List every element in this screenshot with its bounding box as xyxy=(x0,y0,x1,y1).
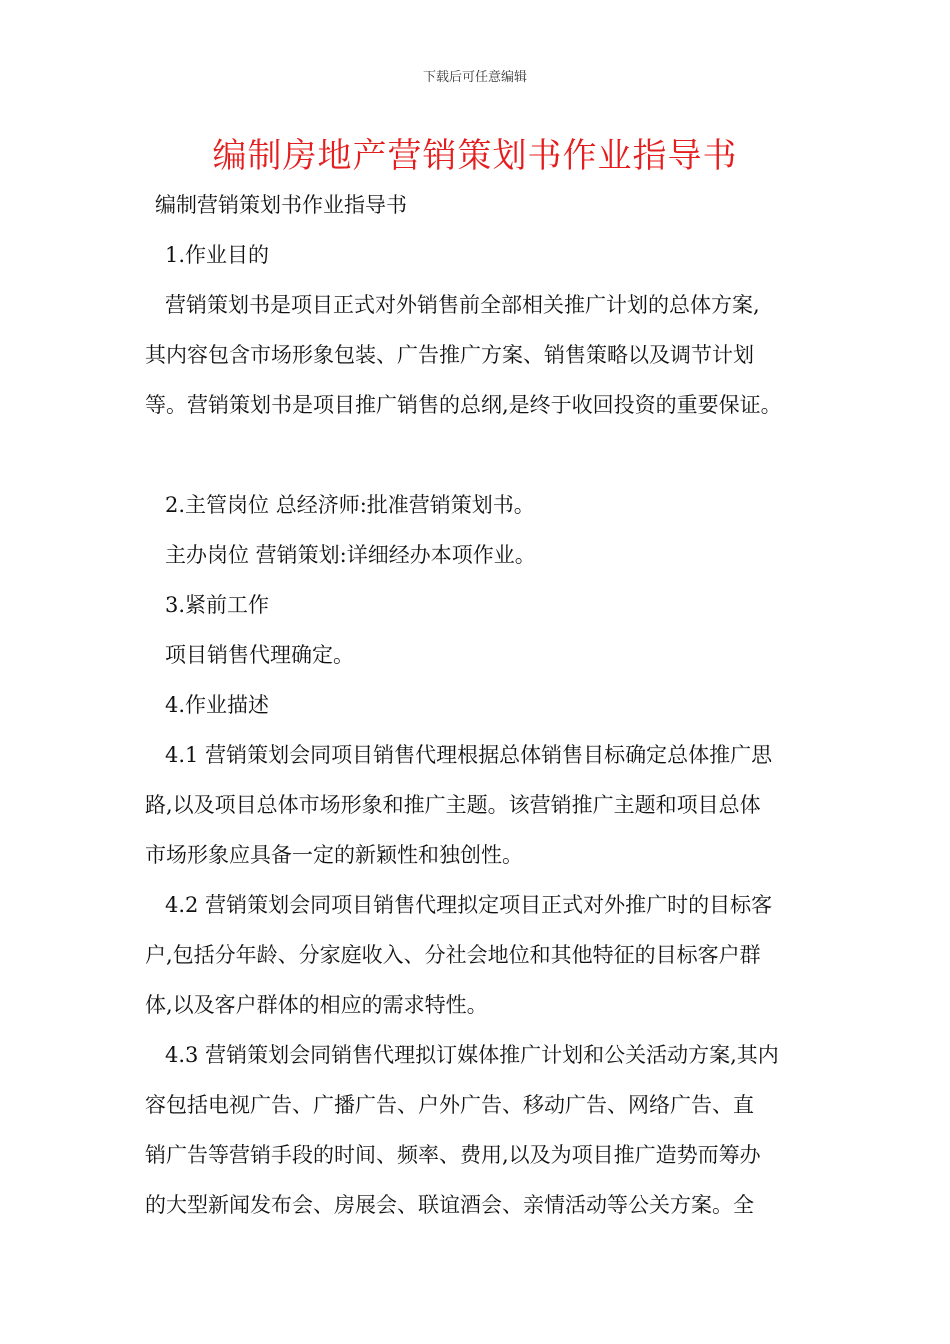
blank-line xyxy=(145,430,815,480)
section-1-line-1: 营销策划书是项目正式对外销售前全部相关推广计划的总体方案, xyxy=(165,293,760,317)
section-1-line-3: 等。营销策划书是项目推广销售的总纲,是终于收回投资的重要保证。 xyxy=(145,393,782,417)
section-4-3-line-1: 4.3 营销策划会同销售代理拟订媒体推广计划和公关活动方案,其内 xyxy=(165,1043,779,1067)
subtitle: 编制营销策划书作业指导书 xyxy=(155,193,407,217)
document-body xyxy=(145,180,815,1230)
section-4-3-line-3: 销广告等营销手段的时间、频率、费用,以及为项目推广造势而筹办 xyxy=(145,1143,761,1167)
section-1-line-2: 其内容包含市场形象包装、广告推广方案、销售策略以及调节计划 xyxy=(145,343,754,367)
section-3-heading: 3.紧前工作 xyxy=(165,593,270,617)
section-4-1-line-1: 4.1 营销策划会同项目销售代理根据总体销售目标确定总体推广思 xyxy=(165,743,773,767)
section-4-3-line-2: 容包括电视广告、广播广告、户外广告、移动广告、网络广告、直 xyxy=(145,1093,754,1117)
section-2-line-1: 2.主管岗位 总经济师:批准营销策划书。 xyxy=(165,493,535,517)
section-4-3-line-4: 的大型新闻发布会、房展会、联谊酒会、亲情活动等公关方案。全 xyxy=(145,1193,754,1217)
section-3-text: 项目销售代理确定。 xyxy=(165,643,354,667)
section-1-heading: 1.作业目的 xyxy=(165,243,270,267)
section-4-1-line-2: 路,以及项目总体市场形象和推广主题。该营销推广主题和项目总体 xyxy=(145,793,761,817)
section-4-2-line-2: 户,包括分年龄、分家庭收入、分社会地位和其他特征的目标客户群 xyxy=(145,943,761,967)
header-note: 下载后可任意编辑 xyxy=(422,70,527,85)
section-4-2-line-1: 4.2 营销策划会同项目销售代理拟定项目正式对外推广时的目标客 xyxy=(165,893,773,917)
section-4-2-line-3: 体,以及客户群体的相应的需求特性。 xyxy=(145,993,488,1017)
section-2-line-2: 主办岗位 营销策划:详细经办本项作业。 xyxy=(165,543,536,567)
section-4-1-line-3: 市场形象应具备一定的新颖性和独创性。 xyxy=(145,843,523,867)
section-4-heading: 4.作业描述 xyxy=(165,693,270,717)
document-title: 编制房地产营销策划书作业指导书 xyxy=(212,136,738,176)
